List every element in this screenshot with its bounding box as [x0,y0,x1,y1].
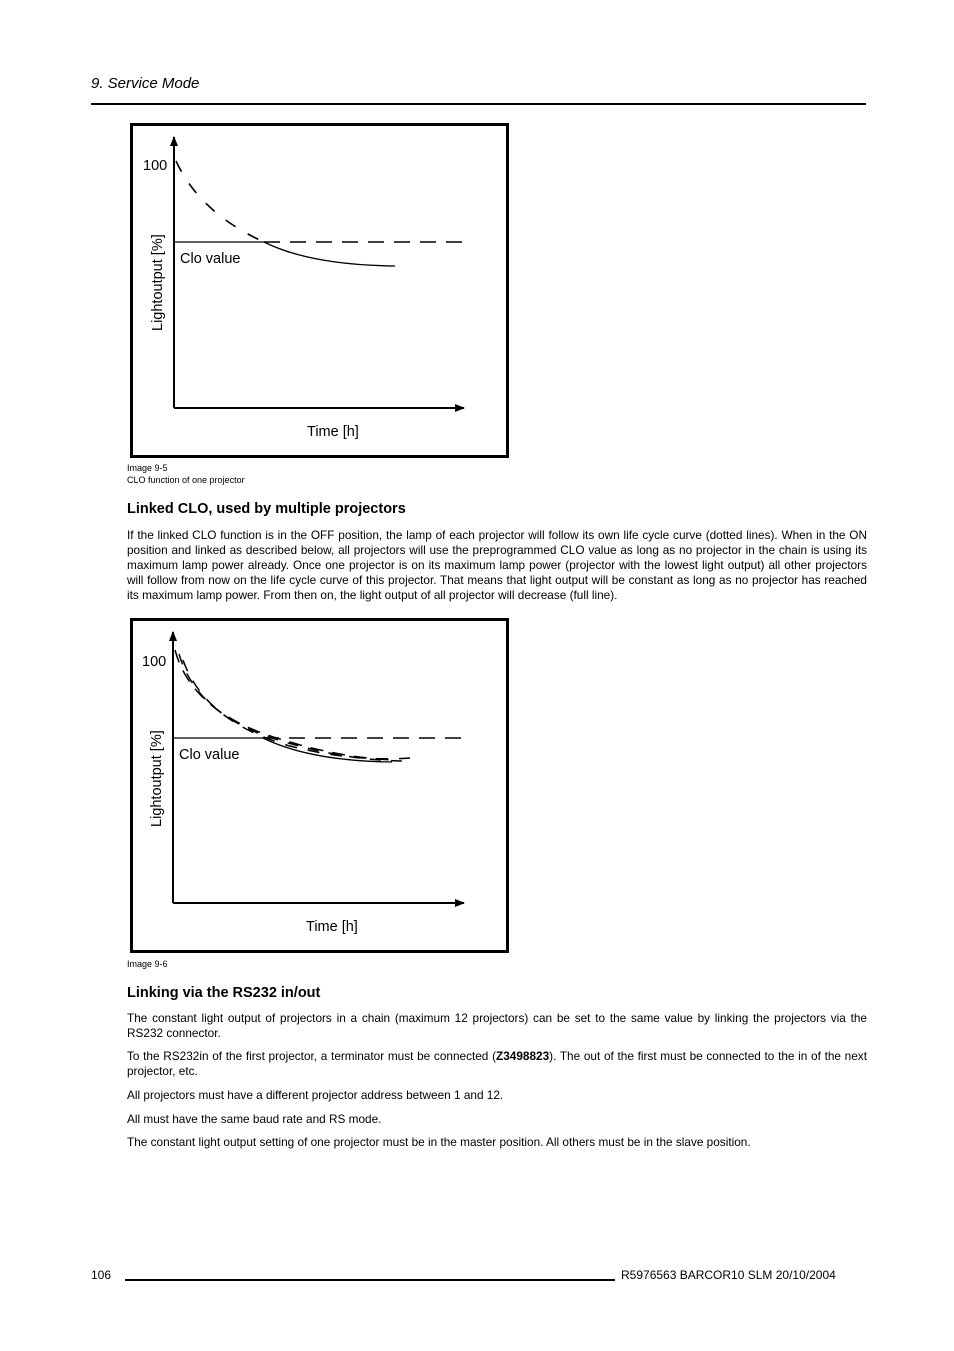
section-heading-linked-clo: Linked CLO, used by multiple projectors [127,501,406,517]
clo-value-label: Clo value [179,747,240,763]
x-axis-label: Time [h] [306,919,358,935]
section-heading-rs232: Linking via the RS232 in/out [127,985,321,1001]
p2-text-before: To the RS232in of the first projector, a terminator must be connected ( [127,1049,496,1063]
clo-multiple-graph [130,618,510,954]
p2-text-after: ). The out of the first must be connected to the in of the next projector, etc. [127,1049,867,1078]
paragraph-rs232-2 [127,1049,867,1079]
paragraph-linked-clo: If the linked CLO function is in the OFF position, the lamp of each projector will follow its own life cycle curve (dotted lines). When in the ON position and linked as described below, all projectors will use the preprogrammed CLO value as long as no projector in the chain is using its maximum lamp power already. Once one projector is on its maximum lamp power (projector with the lowest light output) all other projectors will follow from now on the life cycle curve of this projector. That means that light output will be constant as long as no projector has reached its maximum lamp power. From then on, the light output of all projector will decrease (full line). [127,528,867,602]
figure-frame [132,125,508,457]
paragraph-rs232-4: All must have the same baud rate and RS mode. [127,1112,382,1126]
figure-caption-2 [127,958,168,970]
clo-value-label: Clo value [180,251,241,267]
figure-clo-single [130,123,510,459]
figure-caption-1 [127,462,245,486]
caption-text: CLO function of one projector [127,475,245,485]
footer-rule [125,1279,615,1281]
page-number: 106 [91,1268,112,1282]
caption-id: Image 9-5 [127,463,168,473]
y-tick-100: 100 [143,158,168,174]
figure-frame [132,620,508,952]
x-axis-label: Time [h] [307,424,359,440]
paragraph-rs232-5: The constant light output setting of one projector must be in the master position. All others must be in the slave position. [127,1135,751,1149]
document-reference: R5976563 BARCOR10 SLM 20/10/2004 [621,1268,836,1282]
section-header: 9. Service Mode [91,75,200,92]
caption-id: Image 9-6 [127,959,168,969]
y-tick-100: 100 [142,654,167,670]
figure-clo-multiple [130,618,510,954]
terminator-part-number: Z3498823 [496,1049,550,1063]
clo-single-graph [130,123,510,459]
y-axis-label: Lightoutput [%] [150,234,166,331]
header-rule [91,103,866,105]
y-axis-label: Lightoutput [%] [149,730,165,827]
paragraph-rs232-3: All projectors must have a different projector address between 1 and 12. [127,1088,504,1102]
paragraph-rs232-1: The constant light output of projectors in a chain (maximum 12 projectors) can be set to the same value by linking the projectors via the RS232 connector. [127,1011,867,1040]
